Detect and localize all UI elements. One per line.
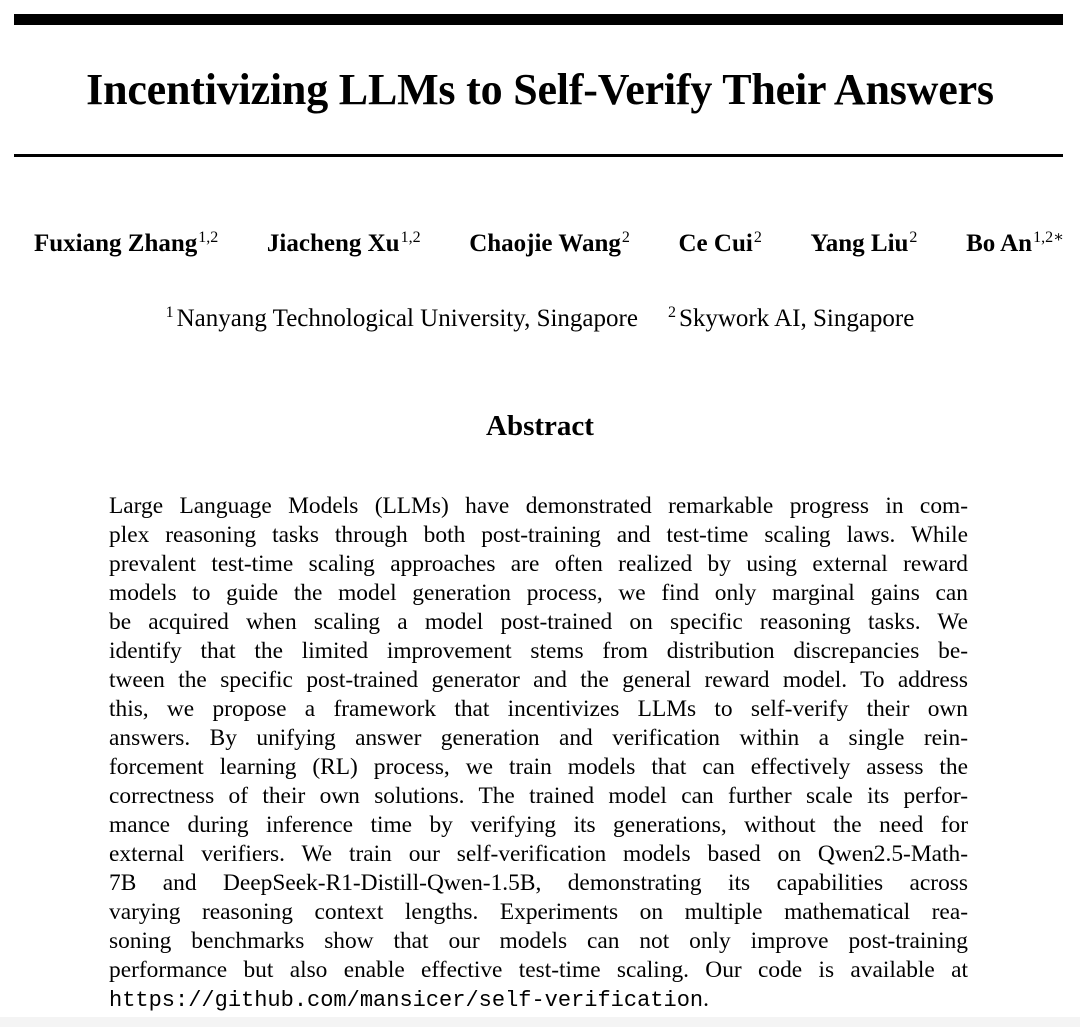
- affiliation-2: [668, 302, 914, 336]
- author-affil-mark: 1,2∗: [1033, 229, 1064, 246]
- affiliation-list: [0, 302, 1080, 336]
- abstract-line: mance during inference time by verifying its generations, without the need for: [109, 812, 968, 838]
- abstract-line: performance but also enable effective test-time scaling. Our code is available at: [109, 957, 968, 983]
- author-name: Jiacheng Xu: [266, 230, 400, 257]
- paper-title: Incentivizing LLMs to Self-Verify Their Answers: [86, 65, 994, 114]
- author-name: Bo An: [966, 230, 1033, 257]
- author-name: Ce Cui: [678, 230, 753, 257]
- author-1: [34, 226, 218, 262]
- abstract-line: external verifiers. We train our self-verification models based on Qwen2.5-Math-: [109, 841, 968, 867]
- author-affil-mark: 2: [621, 229, 630, 246]
- top-rule: [14, 14, 1063, 25]
- author-3: [469, 226, 630, 262]
- author-6: [966, 226, 1064, 262]
- author-affil-mark: 1,2: [400, 229, 421, 246]
- affiliation-mark: 1: [165, 304, 174, 321]
- author-list: [34, 226, 1064, 262]
- abstract-line: varying reasoning context lengths. Experiments on multiple mathematical rea-: [109, 899, 968, 925]
- abstract-line: Large Language Models (LLMs) have demonstrated remarkable progress in com-: [109, 493, 968, 519]
- bottom-page-edge: [0, 1017, 1080, 1027]
- code-url-link[interactable]: https://github.com/mansicer/self-verification: [109, 988, 704, 1013]
- affiliation-text: Nanyang Technological University, Singapore: [176, 305, 638, 332]
- affiliation-1: [166, 302, 638, 336]
- abstract-last-line: [109, 985, 968, 1014]
- abstract-line: models to guide the model generation process, we find only marginal gains can: [109, 580, 968, 606]
- abstract-line: forcement learning (RL) process, we train models that can effectively assess the: [109, 754, 968, 780]
- title-bottom-rule: [14, 154, 1063, 157]
- author-4: [679, 226, 762, 262]
- author-affil-mark: 2: [753, 229, 762, 246]
- code-url-suffix: .: [703, 986, 709, 1012]
- author-affil-mark: 2: [909, 229, 918, 246]
- author-name: Yang Liu: [810, 230, 909, 257]
- abstract-heading: Abstract: [486, 410, 594, 442]
- author-name: Chaojie Wang: [469, 230, 621, 257]
- abstract-line: answers. By unifying answer generation and verification within a single rein-: [109, 725, 968, 751]
- author-2: [267, 226, 421, 262]
- author-5: [810, 226, 917, 262]
- abstract-line: identify that the limited improvement stems from distribution discrepancies be-: [109, 638, 968, 664]
- author-name: Fuxiang Zhang: [34, 230, 198, 257]
- abstract-line: correctness of their own solutions. The trained model can further scale its perfor-: [109, 783, 968, 809]
- abstract-line: this, we propose a framework that incentivizes LLMs to self-verify their own: [109, 696, 968, 722]
- abstract-line: 7B and DeepSeek-R1-Distill-Qwen-1.5B, demonstrating its capabilities across: [109, 870, 968, 896]
- abstract-line: prevalent test-time scaling approaches are often realized by using external reward: [109, 551, 968, 577]
- abstract-line: tween the specific post-trained generator and the general reward model. To address: [109, 667, 968, 693]
- affiliation-text: Skywork AI, Singapore: [678, 305, 915, 332]
- abstract-body: [109, 492, 968, 1014]
- abstract-line: be acquired when scaling a model post-trained on specific reasoning tasks. We: [109, 609, 968, 635]
- abstract-line: soning benchmarks show that our models can not only improve post-training: [109, 928, 968, 954]
- author-affil-mark: 1,2: [198, 229, 219, 246]
- abstract-line: plex reasoning tasks through both post-training and test-time scaling laws. While: [109, 522, 968, 548]
- affiliation-mark: 2: [667, 304, 676, 321]
